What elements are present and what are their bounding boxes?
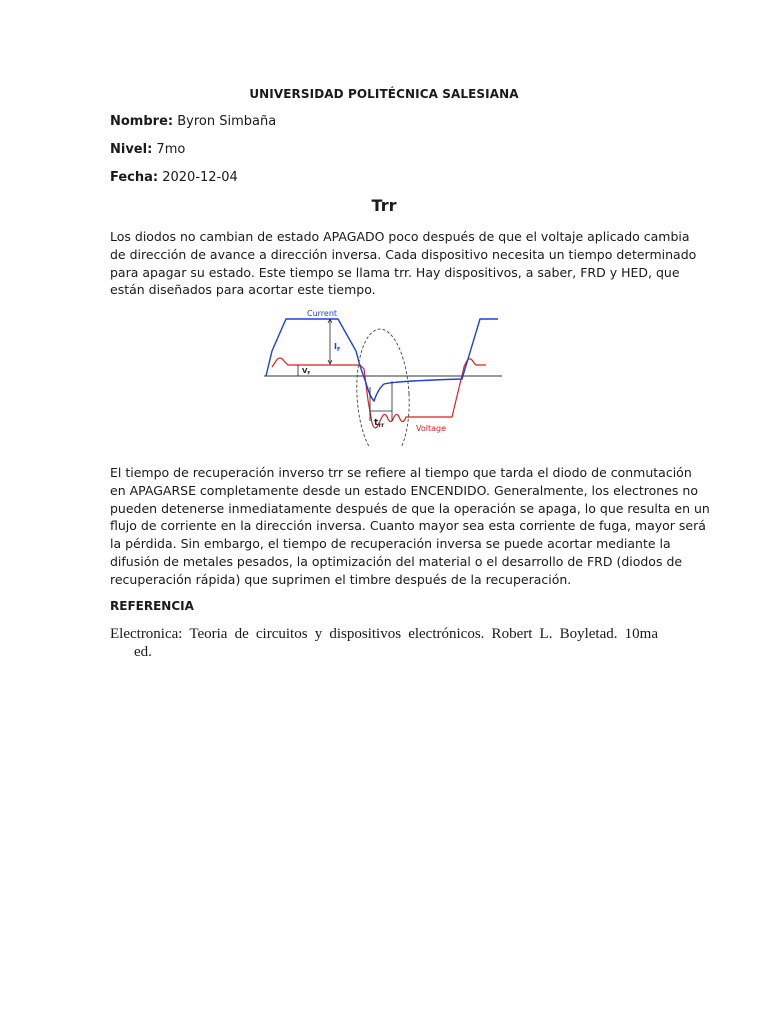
paragraph-line: recuperación rápida) que suprimen el timbre después de la recuperación. xyxy=(110,571,572,587)
date-label: Fecha: xyxy=(110,170,159,185)
level-value: 7mo xyxy=(152,142,186,157)
reverse-recovery-figure xyxy=(262,305,506,447)
level-field xyxy=(110,142,185,157)
paragraph-line: El tiempo de recuperación inverso trr se refiere al tiempo que tarda el diodo de conmutación xyxy=(110,465,692,480)
paragraph-line: difusión de metales pesados, la optimización del material o el desarrollo de FRD (diodos de xyxy=(110,553,683,569)
paragraph-line: Los diodos no cambian de estado APAGADO poco después de que el voltaje aplicado cambia xyxy=(110,229,690,244)
trr-label: $t_{rr}$ xyxy=(374,418,385,429)
paragraph-line: en APAGARSE completamente desde un estado ENCENDIDO. Generalmente, los electrones no xyxy=(110,482,698,498)
reference-heading: REFERENCIA xyxy=(110,599,194,613)
recovery-region-ellipse xyxy=(354,328,413,447)
paragraph-line: la pérdida. Sin embargo, el tiempo de recuperación inversa se puede acortar mediante la xyxy=(110,536,671,552)
date-field xyxy=(110,170,238,185)
paragraph-trr xyxy=(110,464,710,589)
name-value: Byron Simbaña xyxy=(173,114,277,129)
current-curve xyxy=(266,319,498,401)
date-value: 2020-12-04 xyxy=(158,170,238,185)
reference-line: Electronica: Teoria de circuitos y dispositivos electrónicos. Robert L. Boyletad. 10ma xyxy=(110,626,658,642)
current-label: Current xyxy=(307,309,338,318)
if-label: $I_F$ xyxy=(334,342,341,353)
name-label: Nombre: xyxy=(110,114,174,129)
section-heading: Trr xyxy=(371,196,397,215)
paragraph-line: están diseñados para acortar este tiempo. xyxy=(110,282,376,298)
voltage-label: Voltage xyxy=(416,424,447,433)
paragraph-line: pueden detenerse inmediatamente después de que la operación se apaga, lo que resulta en un xyxy=(110,500,710,516)
name-field xyxy=(110,114,276,129)
paragraph-line: de dirección de avance a dirección inversa. Cada dispositivo necesita un tiempo determinado xyxy=(110,246,697,262)
vf-label: $V_F$ xyxy=(302,367,311,377)
paragraph-line: para apagar su estado. Este tiempo se llama trr. Hay dispositivos, a saber, FRD y HED, que xyxy=(110,264,680,280)
paragraph-line: flujo de corriente en la dirección inversa. Cuanto mayor sea esta corriente de fuga, mayor será xyxy=(110,518,706,534)
reference-line: ed. xyxy=(134,644,152,660)
university-title: UNIVERSIDAD POLITÉCNICA SALESIANA xyxy=(249,87,519,101)
paragraph-intro xyxy=(110,228,697,299)
reference-entry xyxy=(110,625,658,661)
level-label: Nivel: xyxy=(110,142,153,157)
